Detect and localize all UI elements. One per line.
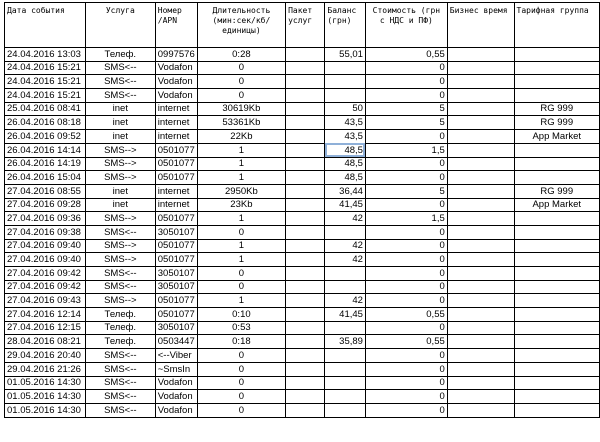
call-detail-table xyxy=(4,2,600,418)
header-service[interactable]: Услуга xyxy=(85,3,155,48)
cell-duration[interactable]: 0 xyxy=(197,349,285,363)
cell-balance[interactable]: 43,5 xyxy=(325,116,366,130)
header-duration[interactable]: Длительность (мин:сек/кб/единицы) xyxy=(197,3,285,48)
cell-balance[interactable] xyxy=(325,349,366,363)
cell-cost[interactable]: 1,5 xyxy=(365,143,447,157)
cell-tariff-group[interactable]: RG 999 xyxy=(514,184,600,198)
cell-cost[interactable]: 0,55 xyxy=(365,308,447,322)
cell-cost[interactable]: 0 xyxy=(365,198,447,212)
cell-balance[interactable]: 48,5 xyxy=(325,157,366,171)
cell-tariff-group[interactable] xyxy=(514,89,600,103)
cell-package[interactable] xyxy=(286,198,325,212)
cell-package[interactable] xyxy=(286,75,325,89)
cell-balance[interactable]: 41,45 xyxy=(325,308,366,322)
cell-business-time[interactable] xyxy=(447,335,514,349)
cell-tariff-group[interactable] xyxy=(514,212,600,226)
cell-business-time[interactable] xyxy=(447,253,514,267)
cell-service[interactable]: SMS--> xyxy=(85,239,155,253)
cell-cost[interactable]: 5 xyxy=(365,116,447,130)
cell-number[interactable]: 0501077 xyxy=(155,294,197,308)
cell-balance[interactable]: 48,5 xyxy=(325,171,366,185)
cell-balance[interactable]: 42 xyxy=(325,212,366,226)
cell-business-time[interactable] xyxy=(447,376,514,390)
cell-balance[interactable]: 35,89 xyxy=(325,335,366,349)
cell-cost[interactable]: 0 xyxy=(365,239,447,253)
cell-duration[interactable]: 1 xyxy=(197,157,285,171)
cell-tariff-group[interactable] xyxy=(514,171,600,185)
cell-duration[interactable]: 1 xyxy=(197,212,285,226)
cell-balance[interactable] xyxy=(325,61,366,75)
cell-business-time[interactable] xyxy=(447,403,514,417)
cell-number[interactable]: Vodafon xyxy=(155,89,197,103)
header-cost[interactable]: Стоимость (грн с НДС и ПФ) xyxy=(365,3,447,48)
cell-balance[interactable] xyxy=(325,321,366,335)
cell-service[interactable]: SMS<-- xyxy=(85,362,155,376)
cell-tariff-group[interactable] xyxy=(514,61,600,75)
table-row xyxy=(5,308,600,322)
table-row xyxy=(5,48,600,62)
cell-duration[interactable]: 0:53 xyxy=(197,321,285,335)
cell-number[interactable]: 3050107 xyxy=(155,321,197,335)
table-row xyxy=(5,403,600,417)
cell-number[interactable]: 0501077 xyxy=(155,212,197,226)
cell-business-time[interactable] xyxy=(447,102,514,116)
cell-package[interactable] xyxy=(286,157,325,171)
cell-package[interactable] xyxy=(286,102,325,116)
cell-date[interactable]: 27.04.2016 12:14 xyxy=(5,308,86,322)
cell-business-time[interactable] xyxy=(447,61,514,75)
table-row xyxy=(5,130,600,144)
cell-date[interactable]: 27.04.2016 09:36 xyxy=(5,212,86,226)
cell-number[interactable]: internet xyxy=(155,102,197,116)
cell-number[interactable]: 0501077 xyxy=(155,143,197,157)
cell-date[interactable]: 27.04.2016 09:38 xyxy=(5,225,86,239)
cell-tariff-group[interactable] xyxy=(514,253,600,267)
cell-package[interactable] xyxy=(286,267,325,281)
cell-cost[interactable]: 5 xyxy=(365,184,447,198)
cell-balance[interactable]: 42 xyxy=(325,253,366,267)
cell-duration[interactable]: 1 xyxy=(197,239,285,253)
cell-service[interactable]: inet xyxy=(85,130,155,144)
cell-package[interactable] xyxy=(286,89,325,103)
cell-number[interactable]: 0501077 xyxy=(155,239,197,253)
cell-cost[interactable]: 0 xyxy=(365,294,447,308)
table-row xyxy=(5,89,600,103)
cell-balance[interactable] xyxy=(325,390,366,404)
cell-tariff-group[interactable] xyxy=(514,48,600,62)
cell-duration[interactable]: 0 xyxy=(197,225,285,239)
cell-balance[interactable]: 42 xyxy=(325,294,366,308)
cell-service[interactable]: SMS--> xyxy=(85,212,155,226)
cell-business-time[interactable] xyxy=(447,280,514,294)
cell-service[interactable]: SMS<-- xyxy=(85,403,155,417)
cell-package[interactable] xyxy=(286,294,325,308)
cell-service[interactable]: Телеф. xyxy=(85,335,155,349)
cell-cost[interactable]: 0,55 xyxy=(365,335,447,349)
cell-service[interactable]: SMS--> xyxy=(85,253,155,267)
cell-business-time[interactable] xyxy=(447,349,514,363)
table-row xyxy=(5,280,600,294)
cell-number[interactable]: 0503447 xyxy=(155,335,197,349)
cell-balance[interactable] xyxy=(325,403,366,417)
cell-date[interactable]: 26.04.2016 08:18 xyxy=(5,116,86,130)
cell-balance[interactable] xyxy=(325,362,366,376)
cell-tariff-group[interactable]: RG 999 xyxy=(514,116,600,130)
cell-tariff-group[interactable] xyxy=(514,75,600,89)
cell-date[interactable]: 27.04.2016 09:42 xyxy=(5,267,86,281)
cell-service[interactable]: inet xyxy=(85,198,155,212)
cell-balance[interactable]: 43,5 xyxy=(325,130,366,144)
cell-number[interactable]: internet xyxy=(155,198,197,212)
cell-business-time[interactable] xyxy=(447,239,514,253)
cell-service[interactable]: SMS<-- xyxy=(85,225,155,239)
cell-package[interactable] xyxy=(286,403,325,417)
cell-duration[interactable]: 0 xyxy=(197,89,285,103)
cell-business-time[interactable] xyxy=(447,294,514,308)
table-row xyxy=(5,390,600,404)
table-row xyxy=(5,102,600,116)
cell-duration[interactable]: 0 xyxy=(197,403,285,417)
cell-business-time[interactable] xyxy=(447,48,514,62)
cell-date[interactable]: 24.04.2016 15:21 xyxy=(5,75,86,89)
cell-package[interactable] xyxy=(286,184,325,198)
cell-tariff-group[interactable] xyxy=(514,294,600,308)
header-balance[interactable]: Баланс (грн) xyxy=(325,3,366,48)
cell-cost[interactable]: 0 xyxy=(365,75,447,89)
cell-cost[interactable]: 0 xyxy=(365,362,447,376)
cell-package[interactable] xyxy=(286,225,325,239)
table-row xyxy=(5,294,600,308)
cell-tariff-group[interactable] xyxy=(514,335,600,349)
cell-balance[interactable]: 42 xyxy=(325,239,366,253)
cell-duration[interactable]: 0 xyxy=(197,376,285,390)
cell-package[interactable] xyxy=(286,335,325,349)
cell-service[interactable]: SMS--> xyxy=(85,294,155,308)
cell-service[interactable]: SMS<-- xyxy=(85,61,155,75)
cell-balance[interactable] xyxy=(325,267,366,281)
cell-package[interactable] xyxy=(286,61,325,75)
cell-tariff-group[interactable]: App Market xyxy=(514,130,600,144)
cell-business-time[interactable] xyxy=(447,308,514,322)
cell-duration[interactable]: 0:18 xyxy=(197,335,285,349)
cell-duration[interactable]: 2950Kb xyxy=(197,184,285,198)
cell-date[interactable]: 29.04.2016 20:40 xyxy=(5,349,86,363)
cell-tariff-group[interactable] xyxy=(514,376,600,390)
cell-service[interactable]: SMS<-- xyxy=(85,349,155,363)
table-row xyxy=(5,157,600,171)
cell-service[interactable]: SMS<-- xyxy=(85,89,155,103)
cell-date[interactable]: 01.05.2016 14:30 xyxy=(5,403,86,417)
cell-number[interactable]: 3050107 xyxy=(155,280,197,294)
cell-business-time[interactable] xyxy=(447,75,514,89)
table-row xyxy=(5,376,600,390)
cell-number[interactable]: Vodafon xyxy=(155,61,197,75)
cell-cost[interactable]: 0 xyxy=(365,390,447,404)
table-row xyxy=(5,198,600,212)
cell-date[interactable]: 24.04.2016 13:03 xyxy=(5,48,86,62)
cell-tariff-group[interactable] xyxy=(514,143,600,157)
cell-date[interactable]: 27.04.2016 08:55 xyxy=(5,184,86,198)
cell-package[interactable] xyxy=(286,321,325,335)
cell-date[interactable]: 25.04.2016 08:41 xyxy=(5,102,86,116)
cell-service[interactable]: SMS--> xyxy=(85,143,155,157)
cell-business-time[interactable] xyxy=(447,225,514,239)
cell-number[interactable]: 0501077 xyxy=(155,171,197,185)
cell-business-time[interactable] xyxy=(447,198,514,212)
cell-service[interactable]: Телеф. xyxy=(85,321,155,335)
cell-tariff-group[interactable] xyxy=(514,267,600,281)
cell-cost[interactable]: 0,55 xyxy=(365,48,447,62)
cell-package[interactable] xyxy=(286,143,325,157)
cell-number[interactable]: 0997576 xyxy=(155,48,197,62)
cell-date[interactable]: 27.04.2016 09:40 xyxy=(5,239,86,253)
cell-cost[interactable]: 0 xyxy=(365,376,447,390)
cell-number[interactable]: 3050107 xyxy=(155,225,197,239)
cell-service[interactable]: Телеф. xyxy=(85,308,155,322)
cell-date[interactable]: 28.04.2016 08:21 xyxy=(5,335,86,349)
cell-duration[interactable]: 23Kb xyxy=(197,198,285,212)
table-row xyxy=(5,321,600,335)
cell-number[interactable]: 3050107 xyxy=(155,267,197,281)
cell-balance[interactable]: 36,44 xyxy=(325,184,366,198)
header-row xyxy=(5,3,600,48)
cell-package[interactable] xyxy=(286,130,325,144)
cell-service[interactable]: SMS<-- xyxy=(85,390,155,404)
cell-tariff-group[interactable] xyxy=(514,280,600,294)
cell-package[interactable] xyxy=(286,390,325,404)
cell-tariff-group[interactable]: RG 999 xyxy=(514,102,600,116)
cell-number[interactable]: 0501077 xyxy=(155,308,197,322)
cell-business-time[interactable] xyxy=(447,116,514,130)
header-business-time[interactable]: Бизнес время xyxy=(447,3,514,48)
cell-package[interactable] xyxy=(286,253,325,267)
cell-package[interactable] xyxy=(286,362,325,376)
cell-date[interactable]: 27.04.2016 12:15 xyxy=(5,321,86,335)
cell-cost[interactable]: 0 xyxy=(365,321,447,335)
cell-duration[interactable]: 1 xyxy=(197,294,285,308)
table-row xyxy=(5,171,600,185)
cell-duration[interactable]: 0 xyxy=(197,75,285,89)
table-row xyxy=(5,349,600,363)
cell-duration[interactable]: 53361Kb xyxy=(197,116,285,130)
cell-service[interactable]: SMS--> xyxy=(85,171,155,185)
cell-cost[interactable]: 0 xyxy=(365,403,447,417)
cell-date[interactable]: 24.04.2016 15:21 xyxy=(5,89,86,103)
cell-duration[interactable]: 0 xyxy=(197,280,285,294)
cell-package[interactable] xyxy=(286,48,325,62)
cell-business-time[interactable] xyxy=(447,362,514,376)
table-row xyxy=(5,143,600,157)
table-row xyxy=(5,184,600,198)
cell-duration[interactable]: 0 xyxy=(197,61,285,75)
cell-balance[interactable]: 48,5 xyxy=(325,143,366,157)
cell-date[interactable]: 26.04.2016 14:14 xyxy=(5,143,86,157)
cell-package[interactable] xyxy=(286,212,325,226)
cell-duration[interactable]: 0:28 xyxy=(197,48,285,62)
cell-package[interactable] xyxy=(286,376,325,390)
cell-balance[interactable] xyxy=(325,75,366,89)
cell-number[interactable]: internet xyxy=(155,130,197,144)
cell-service[interactable]: SMS<-- xyxy=(85,376,155,390)
cell-service[interactable]: inet xyxy=(85,184,155,198)
header-date[interactable]: Дата события xyxy=(5,3,86,48)
cell-business-time[interactable] xyxy=(447,390,514,404)
cell-date[interactable]: 27.04.2016 09:43 xyxy=(5,294,86,308)
cell-duration[interactable]: 1 xyxy=(197,253,285,267)
cell-business-time[interactable] xyxy=(447,267,514,281)
header-package[interactable]: Пакет услуг xyxy=(286,3,325,48)
cell-number[interactable]: internet xyxy=(155,116,197,130)
cell-cost[interactable]: 0 xyxy=(365,349,447,363)
table-row xyxy=(5,61,600,75)
cell-package[interactable] xyxy=(286,280,325,294)
cell-cost[interactable]: 0 xyxy=(365,157,447,171)
table-row xyxy=(5,239,600,253)
cell-date[interactable]: 01.05.2016 14:30 xyxy=(5,390,86,404)
cell-cost[interactable]: 0 xyxy=(365,267,447,281)
cell-number[interactable]: Vodafon xyxy=(155,376,197,390)
cell-tariff-group[interactable] xyxy=(514,225,600,239)
cell-balance[interactable]: 55,01 xyxy=(325,48,366,62)
cell-package[interactable] xyxy=(286,308,325,322)
cell-service[interactable]: Телеф. xyxy=(85,48,155,62)
table-row xyxy=(5,253,600,267)
cell-service[interactable]: inet xyxy=(85,102,155,116)
cell-date[interactable]: 26.04.2016 09:52 xyxy=(5,130,86,144)
cell-duration[interactable]: 0 xyxy=(197,390,285,404)
cell-service[interactable]: SMS<-- xyxy=(85,267,155,281)
cell-tariff-group[interactable] xyxy=(514,321,600,335)
cell-package[interactable] xyxy=(286,171,325,185)
cell-tariff-group[interactable] xyxy=(514,308,600,322)
cell-cost[interactable]: 5 xyxy=(365,102,447,116)
cell-business-time[interactable] xyxy=(447,184,514,198)
cell-business-time[interactable] xyxy=(447,130,514,144)
cell-date[interactable]: 01.05.2016 14:30 xyxy=(5,376,86,390)
cell-duration[interactable]: 0 xyxy=(197,267,285,281)
table-row xyxy=(5,225,600,239)
cell-number[interactable]: ~SmsIn xyxy=(155,362,197,376)
cell-duration[interactable]: 1 xyxy=(197,143,285,157)
cell-cost[interactable]: 0 xyxy=(365,89,447,103)
cell-service[interactable]: SMS--> xyxy=(85,157,155,171)
cell-balance[interactable] xyxy=(325,280,366,294)
table-row xyxy=(5,362,600,376)
cell-business-time[interactable] xyxy=(447,89,514,103)
cell-cost[interactable]: 0 xyxy=(365,171,447,185)
cell-date[interactable]: 29.04.2016 21:26 xyxy=(5,362,86,376)
table-body xyxy=(5,48,600,418)
cell-duration[interactable]: 30619Kb xyxy=(197,102,285,116)
cell-number[interactable]: 0501077 xyxy=(155,253,197,267)
cell-cost[interactable]: 0 xyxy=(365,130,447,144)
cell-business-time[interactable] xyxy=(447,321,514,335)
table-row xyxy=(5,116,600,130)
cell-service[interactable]: SMS<-- xyxy=(85,280,155,294)
cell-business-time[interactable] xyxy=(447,157,514,171)
cell-cost[interactable]: 1,5 xyxy=(365,212,447,226)
cell-duration[interactable]: 0 xyxy=(197,362,285,376)
cell-number[interactable]: internet xyxy=(155,184,197,198)
cell-package[interactable] xyxy=(286,239,325,253)
cell-package[interactable] xyxy=(286,116,325,130)
cell-tariff-group[interactable] xyxy=(514,403,600,417)
cell-number[interactable]: Vodafon xyxy=(155,75,197,89)
cell-tariff-group[interactable]: App Market xyxy=(514,198,600,212)
cell-date[interactable]: 26.04.2016 14:19 xyxy=(5,157,86,171)
cell-number[interactable]: <--Viber xyxy=(155,349,197,363)
table-row xyxy=(5,267,600,281)
header-number[interactable]: Номер /APN xyxy=(155,3,197,48)
table-row xyxy=(5,75,600,89)
cell-cost[interactable]: 0 xyxy=(365,253,447,267)
cell-balance[interactable] xyxy=(325,225,366,239)
cell-package[interactable] xyxy=(286,349,325,363)
cell-number[interactable]: 0501077 xyxy=(155,157,197,171)
cell-business-time[interactable] xyxy=(447,143,514,157)
cell-duration[interactable]: 1 xyxy=(197,171,285,185)
cell-service[interactable]: inet xyxy=(85,116,155,130)
cell-cost[interactable]: 0 xyxy=(365,225,447,239)
table-row xyxy=(5,212,600,226)
cell-tariff-group[interactable] xyxy=(514,239,600,253)
cell-date[interactable]: 27.04.2016 09:42 xyxy=(5,280,86,294)
cell-business-time[interactable] xyxy=(447,171,514,185)
cell-cost[interactable]: 0 xyxy=(365,280,447,294)
cell-number[interactable]: Vodafon xyxy=(155,403,197,417)
cell-balance[interactable]: 50 xyxy=(325,102,366,116)
cell-balance[interactable]: 41,45 xyxy=(325,198,366,212)
cell-date[interactable]: 27.04.2016 09:40 xyxy=(5,253,86,267)
cell-balance[interactable] xyxy=(325,89,366,103)
header-tariff-group[interactable]: Тарифная группа xyxy=(514,3,600,48)
cell-date[interactable]: 27.04.2016 09:28 xyxy=(5,198,86,212)
cell-balance[interactable] xyxy=(325,376,366,390)
cell-service[interactable]: SMS<-- xyxy=(85,75,155,89)
cell-tariff-group[interactable] xyxy=(514,349,600,363)
cell-tariff-group[interactable] xyxy=(514,390,600,404)
cell-duration[interactable]: 22Kb xyxy=(197,130,285,144)
cell-tariff-group[interactable] xyxy=(514,362,600,376)
cell-date[interactable]: 26.04.2016 15:04 xyxy=(5,171,86,185)
cell-date[interactable]: 24.04.2016 15:21 xyxy=(5,61,86,75)
cell-business-time[interactable] xyxy=(447,212,514,226)
cell-tariff-group[interactable] xyxy=(514,157,600,171)
table-row xyxy=(5,335,600,349)
cell-duration[interactable]: 0:10 xyxy=(197,308,285,322)
cell-number[interactable]: Vodafon xyxy=(155,390,197,404)
cell-cost[interactable]: 0 xyxy=(365,61,447,75)
